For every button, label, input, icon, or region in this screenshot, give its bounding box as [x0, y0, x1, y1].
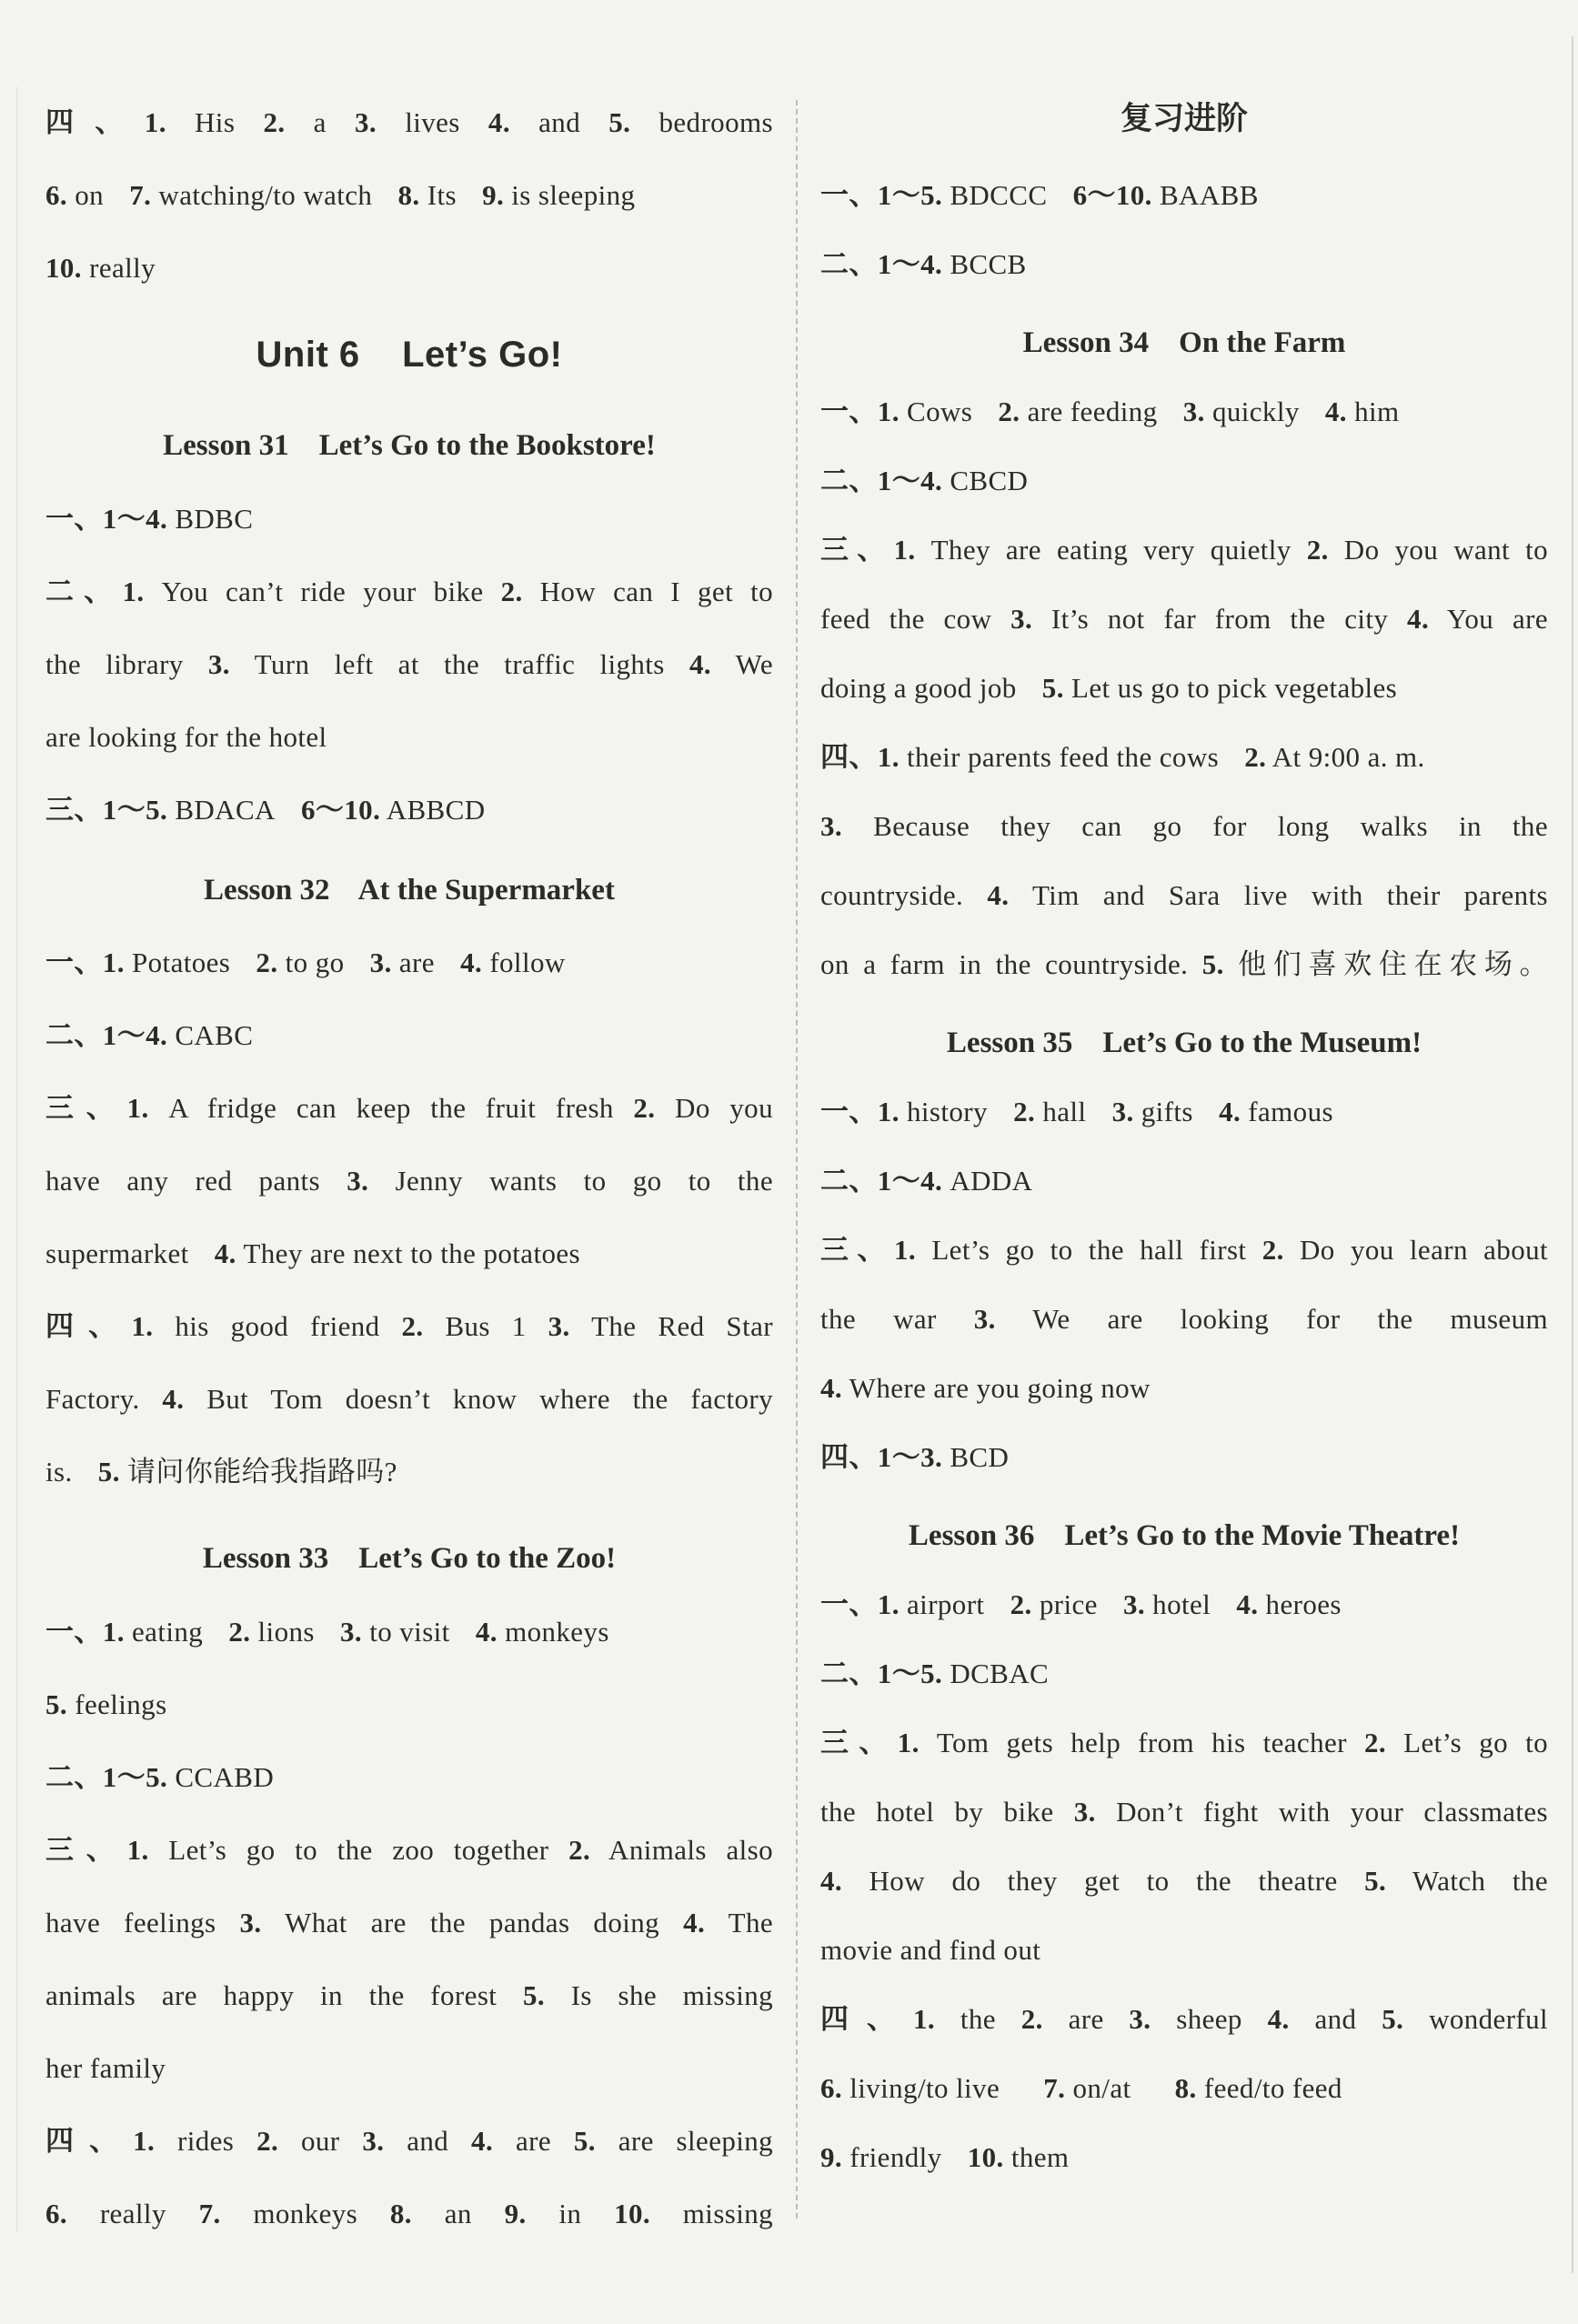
answer-line: 二、1～4. CABC — [45, 1019, 254, 1051]
answer-line: have any red pants 3. Jenny wants to go to the — [45, 1165, 773, 1197]
answer-line: 四、1. His 2. a 3. lives 4. and 5. bedrooms — [45, 106, 773, 138]
answer-line: 4. Where are you going now — [820, 1372, 1151, 1404]
answer-line: 四、1. their parents feed the cows 2. At 9:00 a. m. — [820, 741, 1425, 773]
page-right-edge — [1572, 36, 1573, 2273]
answer-line: 10. really — [45, 252, 156, 284]
answer-line: 二、1. You can’t ride your bike 2. How can I get to — [45, 576, 773, 607]
answer-line: on a farm in the countryside. 5. 他们喜欢住在农场。 — [820, 948, 1548, 980]
answer-line: 6. really 7. monkeys 8. an 9. in 10. missing — [45, 2198, 774, 2229]
answer-line: movie and find out — [820, 1934, 1041, 1966]
answer-line: 二、1～4. ADDA — [820, 1165, 1033, 1197]
answer-line: 9. friendly 10. them — [820, 2141, 1070, 2173]
answer-line: 四、1～3. BCD — [820, 1441, 1010, 1473]
page-left-edge — [16, 86, 17, 2232]
answer-line: 一、1. airport 2. price 3. hotel 4. heroes — [820, 1588, 1342, 1620]
column-divider — [796, 100, 798, 2219]
answer-line: 4. How do they get to the theatre 5. Watch the — [820, 1865, 1548, 1897]
answer-line: is. 5. 请问你能给我指路吗? — [45, 1456, 397, 1488]
answer-line: 三、1. Tom gets help from his teacher 2. Let’s go to — [820, 1727, 1548, 1758]
answer-line: 二、1～4. BCCB — [820, 248, 1027, 280]
answer-line: 四、1. his good friend 2. Bus 1 3. The Red Star — [45, 1310, 773, 1342]
answer-line: 3. Because they can go for long walks in the — [820, 810, 1548, 842]
answer-line: her family — [45, 2052, 166, 2084]
answer-line: 三、1. A fridge can keep the fruit fresh 2. Do you — [45, 1092, 773, 1124]
answer-line: 四、1. rides 2. our 3. and 4. are 5. are sleeping — [45, 2125, 774, 2157]
answer-line: 一、1. history 2. hall 3. gifts 4. famous — [820, 1096, 1333, 1127]
answer-line: the war 3. We are looking for the museum — [820, 1303, 1548, 1335]
answer-line: 一、1～5. BDCCC 6～10. BAABB — [820, 179, 1259, 211]
answer-line: supermarket 4. They are next to the potatoes — [45, 1237, 580, 1269]
answer-line: feed the cow 3. It’s not far from the city 4. You are — [820, 603, 1548, 635]
answer-line: 三、1. Let’s go to the zoo together 2. Animals also — [45, 1834, 773, 1866]
lesson-title: Lesson 35 Let’s Go to the Museum! — [946, 1027, 1422, 1059]
answer-line: animals are happy in the forest 5. Is she missing — [45, 1979, 774, 2011]
right-column — [820, 86, 1548, 2192]
answer-line: countryside. 4. Tim and Sara live with their parents — [820, 879, 1548, 911]
unit-title: Unit 6 Let’s Go! — [256, 335, 563, 375]
answer-line: 5. feelings — [45, 1688, 167, 1720]
answer-line: 一、1～4. BDBC — [45, 503, 254, 535]
lesson-title: Lesson 36 Let’s Go to the Movie Theatre! — [908, 1519, 1461, 1552]
lesson-title: Lesson 33 Let’s Go to the Zoo! — [202, 1542, 617, 1575]
answer-line: 一、1. Potatoes 2. to go 3. are 4. follow — [45, 947, 566, 978]
answer-line: 四、1. the 2. are 3. sheep 4. and 5. wonderful — [820, 2003, 1549, 2035]
answer-line: the hotel by bike 3. Don’t fight with your classmates — [820, 1796, 1548, 1828]
answer-line: 三、1. Let’s go to the hall first 2. Do you learn about — [820, 1234, 1549, 1266]
lesson-title: Lesson 32 At the Supermarket — [204, 874, 615, 907]
lesson-title: Lesson 34 On the Farm — [1022, 326, 1346, 359]
answer-line: 二、1～4. CBCD — [820, 465, 1029, 496]
answer-line: 6. on 7. watching/to watch 8. Its 9. is sleeping — [45, 179, 636, 211]
answer-line: doing a good job 5. Let us go to pick vegetables — [820, 672, 1398, 704]
answer-line: 三、1～5. BDACA 6～10. ABBCD — [45, 794, 486, 826]
answer-line: 6. living/to live 7. on/at 8. feed/to feed — [820, 2072, 1342, 2104]
answer-line: are looking for the hotel — [45, 721, 327, 753]
lesson-title: Lesson 31 Let’s Go to the Bookstore! — [163, 429, 656, 462]
answer-line: 一、1. eating 2. lions 3. to visit 4. monkeys — [45, 1616, 609, 1648]
answer-line: the library 3. Turn left at the traffic lights 4. We — [45, 648, 774, 680]
answer-line: have feelings 3. What are the pandas doing 4. The — [45, 1907, 774, 1938]
answer-line: 一、1. Cows 2. are feeding 3. quickly 4. him — [820, 396, 1400, 427]
answer-line: 二、1～5. CCABD — [45, 1761, 275, 1793]
answer-line: 三、1. They are eating very quietly 2. Do you want to — [820, 534, 1548, 566]
left-column — [45, 86, 773, 2250]
answer-line: 二、1～5. DCBAC — [820, 1658, 1050, 1689]
answer-line: Factory. 4. But Tom doesn’t know where the factory — [45, 1383, 774, 1415]
section-title: 复习进阶 — [1120, 101, 1248, 136]
